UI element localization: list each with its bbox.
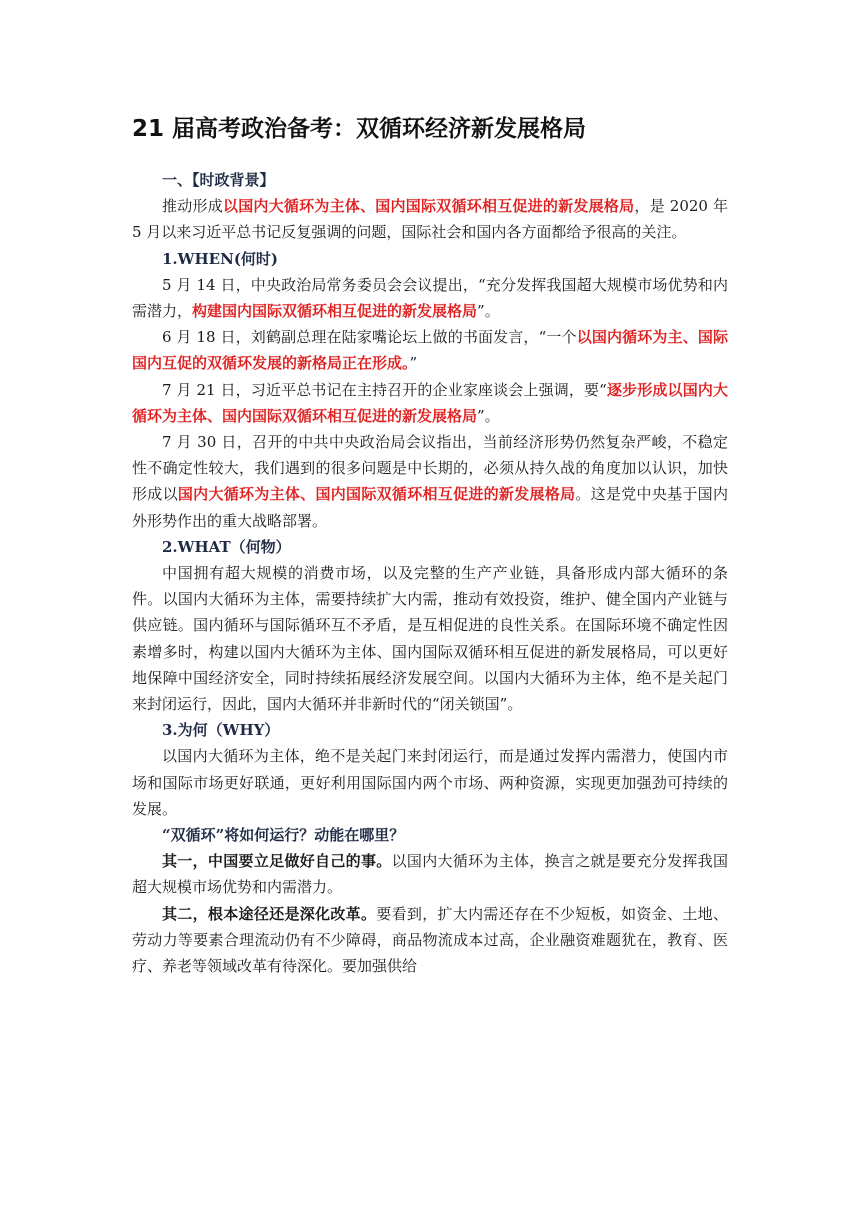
text-run: 要看到，扩大内需还存在不少短板，如资金、土地、劳动力等要素合理流动仍有不少障碍，商品物流成本过高，企业融资难题犹在，教育、医疗、养老等领域改革有待深化。要加强供给: [132, 904, 728, 976]
highlight-text: 国内大循环为主体、国内国际双循环相互促进的新发展格局: [177, 485, 576, 504]
text-run: 7 月 21 日，习近平总书记在主持召开的企业家座谈会上强调，要“: [162, 380, 607, 399]
bold-lead: 其二，根本途径还是深化改革。: [162, 904, 377, 923]
highlight-text: 逐步形成以国内大循环为主体、国内国际双循环相互促进的新发展格局: [132, 380, 728, 425]
highlight-text: 以国内循环为主、国际国内互促的双循环发展的新格局正在形成。: [132, 328, 728, 373]
text-run: 7 月 30 日，召开的中共中央政治局会议指出，当前经济形势仍然复杂严峻，不稳定性不确定性较大，我们遇到的很多问题是中长期的，必须从持久战的角度加以认识，加快形成以: [132, 433, 728, 504]
paragraph-second: [132, 901, 728, 980]
text-run: 5 月 14 日，中央政治局常务委员会会议提出，“充分发挥我国超大规模市场优势和内需潜力，: [132, 275, 728, 321]
section-heading-why: 3.为何（WHY）: [162, 721, 280, 740]
document-title: 21 届高考政治备考：双循环经济新发展格局: [132, 116, 587, 142]
paragraph-july30: [132, 429, 728, 534]
document-body: [132, 167, 728, 979]
text-run: ，是 2020 年 5 月以来习近平总书记反复强调的问题，国际社会和国内各方面都给予很高的关注。: [132, 197, 728, 242]
section-heading-what: 2.WHAT（何物）: [162, 537, 291, 556]
text-run: ”。: [477, 406, 500, 425]
bold-lead: 其一，中国要立足做好自己的事。: [162, 852, 392, 871]
paragraph-first: [132, 848, 728, 900]
section-heading-when: 1.WHEN(何时): [162, 249, 279, 268]
text-run: ”: [409, 354, 418, 373]
highlight-text: 构建国内国际双循环相互促进的新发展格局: [192, 302, 478, 321]
text-run: 6 月 18 日，刘鹤副总理在陆家嘴论坛上做的书面发言，“一个: [162, 328, 577, 347]
text-run: 以国内大循环为主体，换言之就是要充分发挥我国超大规模市场优势和内需潜力。: [132, 852, 728, 897]
paragraph-intro: [132, 193, 728, 245]
highlight-text: 以国内大循环为主体、国内国际双循环相互促进的新发展格局: [222, 197, 635, 216]
paragraph-why: 以国内大循环为主体，绝不是关起门来封闭运行，而是通过发挥内需潜力，使国内市场和国际市场更好联通，更好利用国际国内两个市场、两种资源，实现更加强劲可持续的发展。: [132, 747, 728, 818]
paragraph-may: [132, 272, 728, 324]
text-run: 。这是党中央基于国内外形势作出的重大战略部署。: [132, 485, 728, 530]
paragraph-june: [132, 324, 728, 376]
text-run: 推动形成: [162, 197, 223, 216]
text-run: ”。: [477, 302, 500, 321]
paragraph-what: 中国拥有超大规模的消费市场，以及完整的生产产业链，具备形成内部大循环的条件。以国内大循环为主体，需要持续扩大内需，推动有效投资，维护、健全国内产业链与供应链。国内循环与国际循环互不矛盾，是互相促进的良性关系。在国际环境不确定性因素增多时，构建以国内大循环为主体、国内国际双循环相互促进的新发展格局，可以更好地保障中国经济安全，同时持续拓展经济发展空间。以国内大循环为主体，绝不是关起门来封闭运行，因此，国内大循环并非新时代的“闭关锁国”。: [132, 564, 728, 714]
section-heading-how: “双循环”将如何运行？动能在哪里？: [162, 826, 405, 845]
section-heading-background: 一、【时政背景】: [162, 171, 275, 189]
paragraph-july21: [132, 377, 728, 429]
